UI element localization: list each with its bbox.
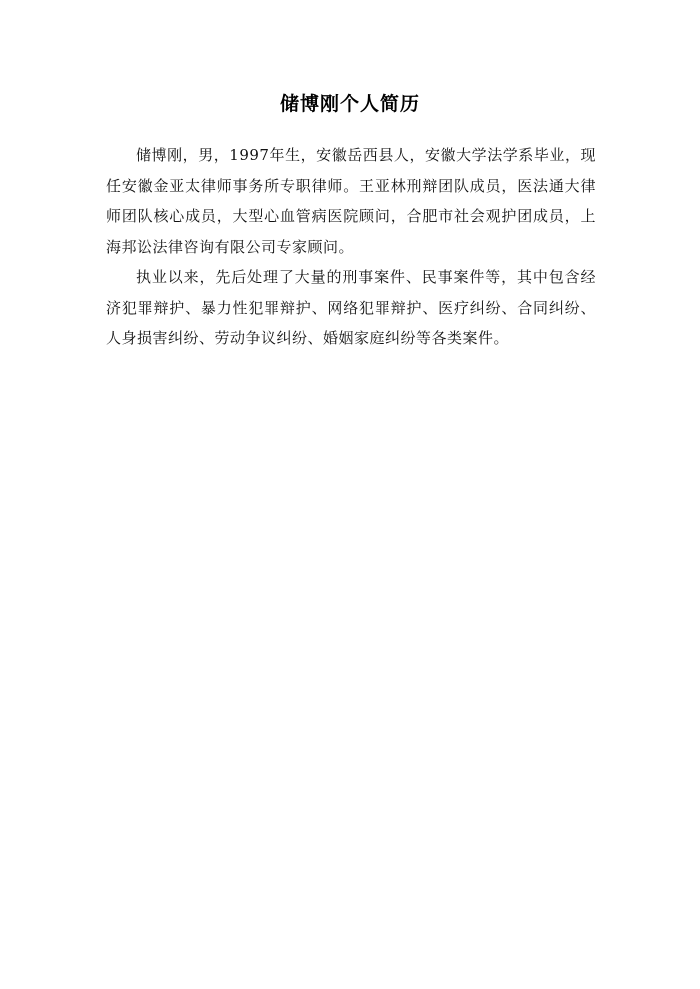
paragraph-practice: 执业以来，先后处理了大量的刑事案件、民事案件等，其中包含经济犯罪辩护、暴力性犯罪辩护、网络犯罪辩护、医疗纠纷、合同纠纷、人身损害纠纷、劳动争议纠纷、婚姻家庭纠纷等各类案件。 [106,268,596,347]
document-title: 储博刚个人简历 [279,93,420,115]
paragraph-biography: 储博刚，男，1997年生，安徽岳西县人，安徽大学法学系毕业，现任安徽金亚太律师事务所专职律师。王亚林刑辩团队成员，医法通大律师团队核心成员，大型心血管病医院顾问，合肥市社会观护团成员，上海邦讼法律咨询有限公司专家顾问。 [106,146,596,256]
document-body [106,140,596,354]
